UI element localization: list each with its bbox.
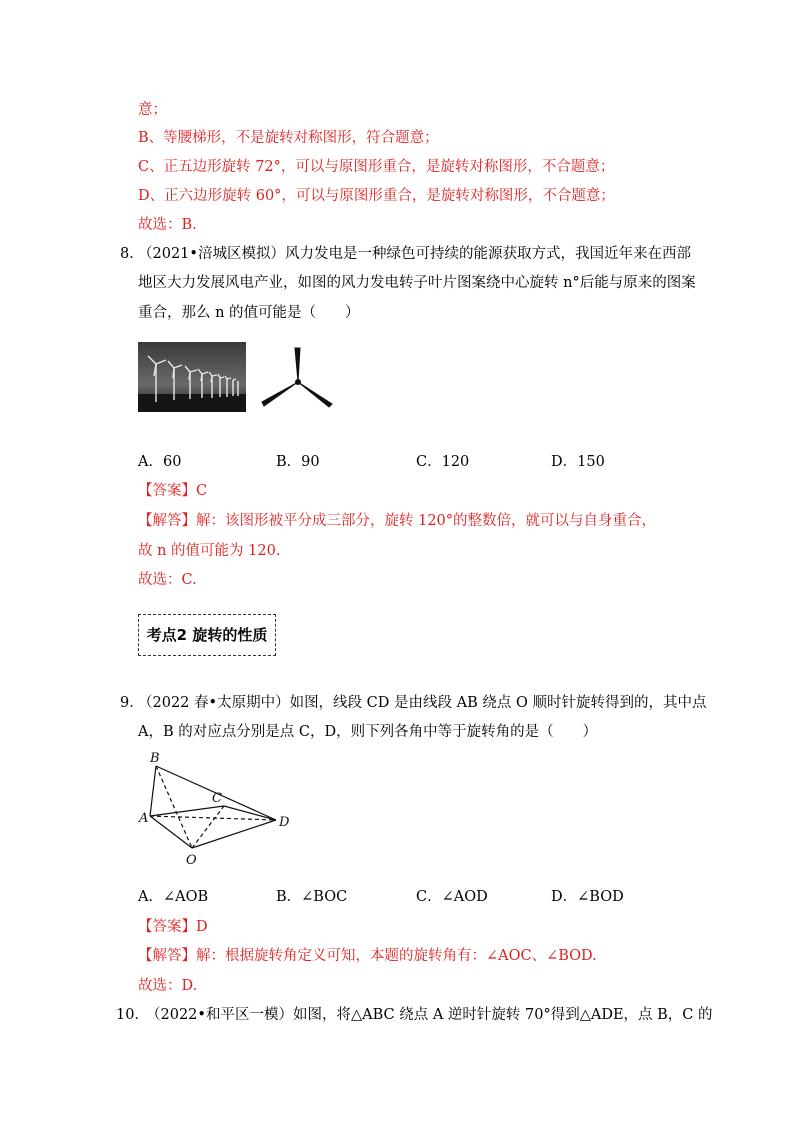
- q9-stem-line1: （2022 春•太原期中）如图，线段 CD 是由线段 AB 绕点 O 顺时针旋转得到的，其中点: [138, 695, 707, 711]
- q8-solution-text: 解：该图形被平分成三部分，旋转 120°的整数倍，就可以与自身重合，: [196, 513, 657, 529]
- q8-option-b[interactable]: B．90: [276, 454, 320, 470]
- q9-answer: 【答案】D: [138, 919, 208, 935]
- wind-farm-photo: [138, 342, 246, 412]
- rotation-geometry-figure: [136, 748, 306, 868]
- q8-solution-tag: 【解答】: [138, 513, 196, 529]
- q8-choice: 故选：C.: [138, 572, 197, 588]
- q9-choice: 故选：D.: [138, 978, 198, 994]
- figure-label-b: B: [150, 751, 160, 766]
- q8-stem-line1: （2021•涪城区模拟）风力发电是一种绿色可持续的能源获取方式，我国近年来在西部: [138, 246, 691, 262]
- q8-stem-line3: 重合，那么 n 的值可能是（ ）: [138, 305, 360, 321]
- q7-solution-line4: D、正六边形旋转 60°，可以与原图形重合，是旋转对称图形，不合题意；: [138, 188, 615, 204]
- q9-option-c[interactable]: C．∠AOD: [416, 889, 488, 905]
- q9-option-a[interactable]: A．∠AOB: [138, 889, 209, 905]
- three-blade-rotor-figure: [258, 344, 338, 414]
- figure-label-a: A: [139, 811, 149, 826]
- q7-solution-line3: C、正五边形旋转 72°，可以与原图形重合，是旋转对称图形，不合题意；: [138, 159, 615, 175]
- q8-option-d[interactable]: D．150: [551, 454, 605, 470]
- figure-label-c: C: [212, 791, 222, 806]
- q8-stem-line2: 地区大力发展风电产业，如图的风力发电转子叶片图案绕中心旋转 n°后能与原来的图案: [138, 275, 696, 291]
- q8-option-c[interactable]: C．120: [416, 454, 470, 470]
- q9-option-d[interactable]: D．∠BOD: [551, 889, 624, 905]
- q8-option-a[interactable]: A．60: [138, 454, 182, 470]
- q9-solution: [138, 946, 597, 966]
- q9-solution-text: 解：根据旋转角定义可知，本题的旋转角有：∠AOC、∠BOD.: [196, 948, 597, 964]
- section-heading: 考点2 旋转的性质: [146, 626, 268, 644]
- q9-solution-tag: 【解答】: [138, 948, 196, 964]
- figure-label-o: O: [186, 853, 197, 868]
- q8-number: 8．: [120, 246, 144, 262]
- q8-solution: [138, 511, 656, 531]
- q7-choice: 故选：B.: [138, 217, 197, 233]
- q10-stem-line1: （2022•和平区一模）如图，将△ABC 绕点 A 逆时针旋转 70°得到△ADE，点 B，C 的: [146, 1007, 713, 1023]
- q10-number: 10．: [116, 1007, 149, 1023]
- q7-solution-line2: B、等腰梯形，不是旋转对称图形，符合题意；: [138, 130, 439, 146]
- section-heading-box: [138, 614, 276, 656]
- q9-option-b[interactable]: B．∠BOC: [276, 889, 348, 905]
- q8-answer: 【答案】C: [138, 483, 208, 499]
- q9-number: 9．: [120, 695, 144, 711]
- q8-solution-line2: 故 n 的值可能为 120.: [138, 543, 281, 559]
- q9-stem-line2: A，B 的对应点分别是点 C，D，则下列各角中等于旋转角的是（ ）: [138, 724, 598, 740]
- q7-solution-line1: 意；: [138, 102, 167, 118]
- figure-label-d: D: [279, 815, 290, 830]
